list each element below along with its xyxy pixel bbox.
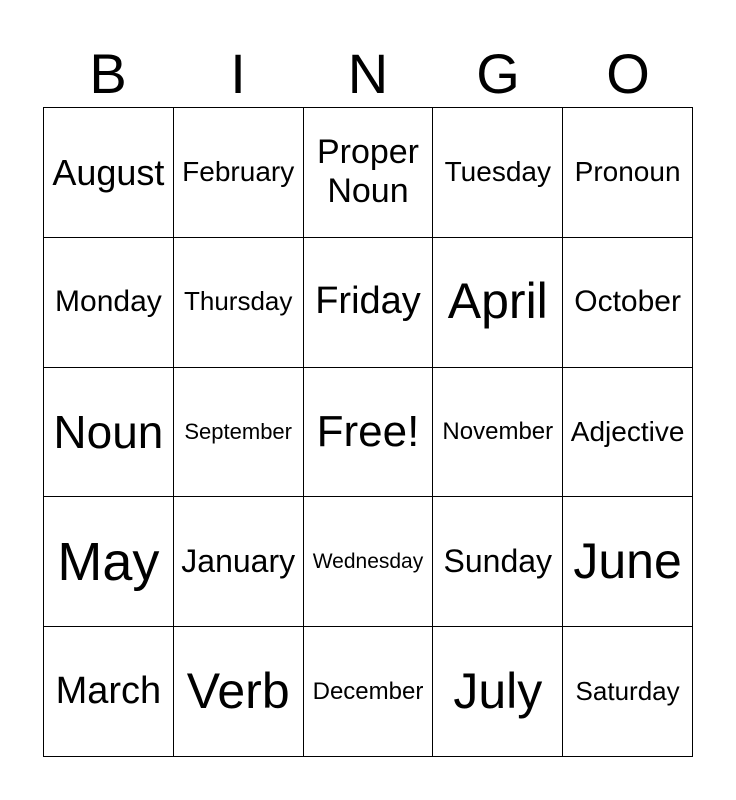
bingo-cell[interactable] xyxy=(563,627,693,757)
bingo-cell[interactable] xyxy=(44,497,174,627)
bingo-cell[interactable] xyxy=(433,497,563,627)
bingo-cell[interactable] xyxy=(433,627,563,757)
header-letter-i: I xyxy=(230,42,246,105)
bingo-cell[interactable] xyxy=(44,108,174,238)
bingo-cell[interactable] xyxy=(304,497,434,627)
free-space-cell[interactable] xyxy=(304,368,434,498)
bingo-cell[interactable] xyxy=(174,497,304,627)
free-space-label: Free! xyxy=(316,406,420,456)
bingo-cell[interactable] xyxy=(174,238,304,368)
bingo-cell[interactable] xyxy=(44,238,174,368)
cell-label: November xyxy=(442,418,554,446)
header-letter-g: G xyxy=(476,42,520,105)
bingo-cell[interactable] xyxy=(433,238,563,368)
cell-label: August xyxy=(52,151,165,193)
header-letter-o: O xyxy=(606,42,650,105)
bingo-card xyxy=(43,107,693,757)
cell-label: Monday xyxy=(55,284,162,318)
cell-label: Saturday xyxy=(575,675,680,706)
cell-label: June xyxy=(573,533,682,590)
cell-label: Thursday xyxy=(184,286,293,317)
header-letter-n: N xyxy=(347,42,389,105)
bingo-cell[interactable] xyxy=(44,627,174,757)
bingo-header xyxy=(43,42,693,106)
cell-label: Verb xyxy=(186,662,290,719)
cell-label: July xyxy=(453,662,543,719)
bingo-cell[interactable] xyxy=(563,497,693,627)
header-letter-b: B xyxy=(89,42,127,105)
bingo-cell[interactable] xyxy=(304,627,434,757)
cell-label: October xyxy=(574,284,681,318)
cell-label: April xyxy=(447,273,548,330)
bingo-cell[interactable] xyxy=(433,108,563,238)
cell-label: Pronoun xyxy=(574,156,681,188)
bingo-cell[interactable] xyxy=(44,368,174,498)
bingo-cell[interactable] xyxy=(563,108,693,238)
cell-label: Noun xyxy=(53,405,164,458)
cell-label: January xyxy=(181,543,296,580)
cell-label: December xyxy=(312,677,424,705)
cell-label: Tuesday xyxy=(444,156,551,188)
cell-label: Proper Noun xyxy=(316,133,420,211)
cell-label: February xyxy=(182,156,295,188)
bingo-cell[interactable] xyxy=(174,627,304,757)
cell-label: Sunday xyxy=(443,543,553,580)
cell-label: Wednesday xyxy=(312,549,424,573)
bingo-cell[interactable] xyxy=(174,368,304,498)
cell-label: Friday xyxy=(315,280,421,323)
cell-label: March xyxy=(55,669,162,712)
cell-label: September xyxy=(184,419,292,445)
bingo-cell[interactable] xyxy=(563,238,693,368)
bingo-cell[interactable] xyxy=(174,108,304,238)
bingo-cell[interactable] xyxy=(433,368,563,498)
bingo-cell[interactable] xyxy=(563,368,693,498)
bingo-cell[interactable] xyxy=(304,108,434,238)
cell-label: May xyxy=(57,531,160,592)
cell-label: Adjective xyxy=(570,415,685,447)
bingo-cell[interactable] xyxy=(304,238,434,368)
